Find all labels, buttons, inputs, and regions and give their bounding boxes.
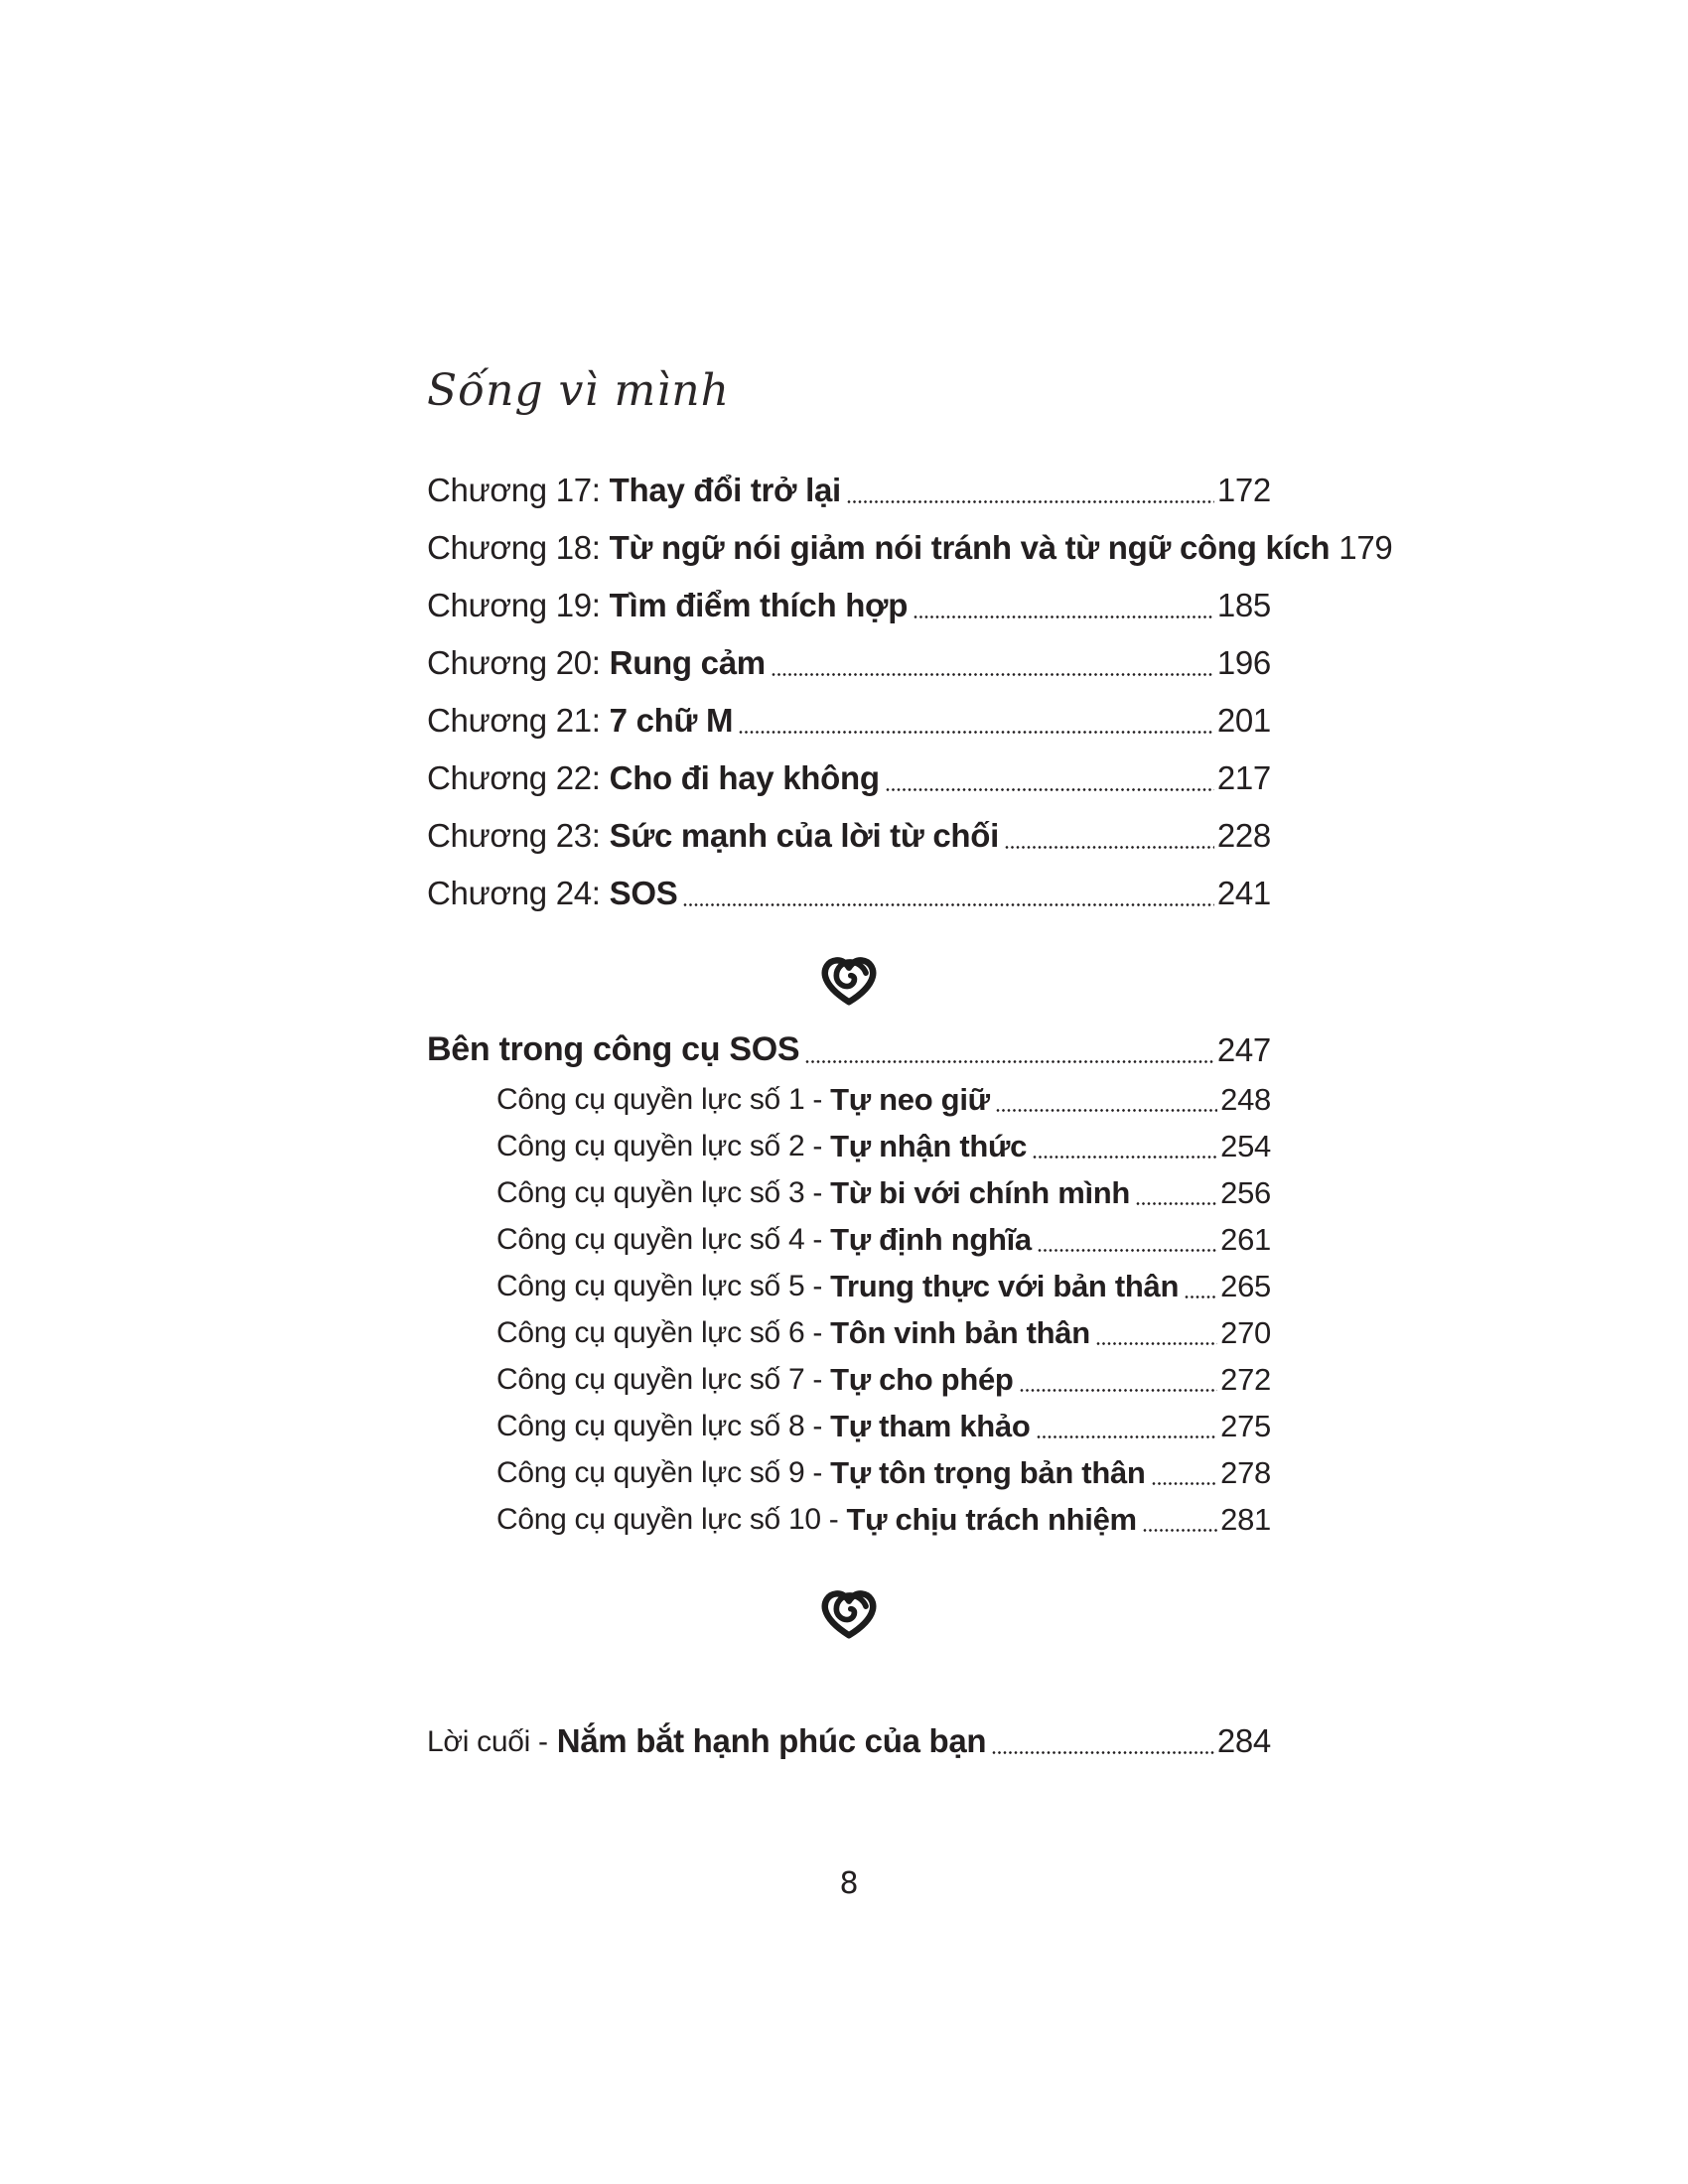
toc-row-chapter-18 [427, 516, 1393, 574]
chapter-label: Chương 17: [427, 472, 601, 508]
dot-leader [772, 673, 1214, 676]
spiral-heart-icon [818, 949, 880, 1006]
chapter-page-number: 201 [1216, 702, 1271, 739]
tool-label: Công cụ quyền lực số 10 - [496, 1503, 839, 1536]
tool-title: Tự tham khảo [830, 1409, 1031, 1443]
dot-leader [1037, 1435, 1218, 1438]
tool-page-number: 256 [1220, 1175, 1271, 1210]
chapter-title: SOS [609, 875, 678, 911]
dot-leader [1096, 1342, 1217, 1345]
chapter-title: Cho đi hay không [609, 759, 880, 796]
toc-row-tool-3 [427, 1169, 1271, 1216]
tool-page-number: 272 [1220, 1362, 1271, 1397]
tool-page-number: 261 [1220, 1222, 1271, 1257]
chapter-title: Sức mạnh của lời từ chối [609, 817, 999, 854]
section-divider [427, 949, 1271, 1007]
chapter-title: Từ ngữ nói giảm nói tránh và từ ngữ công kích [609, 529, 1331, 566]
chapter-label: Chương 23: [427, 817, 601, 854]
section-divider [427, 1582, 1271, 1640]
dot-leader [914, 615, 1214, 618]
tool-label: Công cụ quyền lực số 4 - [496, 1223, 823, 1256]
tool-page-number: 270 [1220, 1315, 1271, 1350]
toc-row-tool-6 [427, 1309, 1271, 1356]
tool-page-number: 248 [1220, 1082, 1271, 1117]
toc-row-chapter-19 [427, 574, 1271, 631]
toc-row-chapter-17 [427, 459, 1271, 516]
dot-leader [886, 788, 1214, 791]
dot-leader [1020, 1389, 1218, 1392]
chapter-label: Chương 20: [427, 644, 601, 681]
tool-page-number: 275 [1220, 1409, 1271, 1443]
chapter-page-number: 179 [1338, 529, 1393, 566]
chapter-title: Thay đổi trở lại [609, 472, 841, 508]
tool-page-number: 281 [1220, 1502, 1271, 1537]
tool-label: Công cụ quyền lực số 9 - [496, 1456, 823, 1489]
dot-leader [1005, 846, 1214, 849]
toc-row-tool-7 [427, 1356, 1271, 1403]
chapter-page-number: 196 [1216, 644, 1271, 681]
running-head-book-title: Sống vì mình [427, 365, 730, 416]
tool-page-number: 254 [1220, 1129, 1271, 1163]
tool-title: Từ bi với chính mình [830, 1175, 1131, 1210]
chapter-page-number: 228 [1216, 817, 1271, 854]
tool-label: Công cụ quyền lực số 8 - [496, 1410, 823, 1442]
dot-leader [683, 903, 1213, 906]
chapter-page-number: 185 [1216, 587, 1271, 623]
closing-title: Nắm bắt hạnh phúc của bạn [556, 1722, 987, 1759]
toc-row-chapter-20 [427, 631, 1271, 689]
tool-label: Công cụ quyền lực số 3 - [496, 1176, 823, 1209]
dot-leader [805, 1060, 1214, 1063]
toc-row-closing [427, 1709, 1271, 1767]
tool-page-number: 265 [1220, 1269, 1271, 1303]
closing-label: Lời cuối - [427, 1725, 548, 1758]
chapter-label: Chương 21: [427, 702, 601, 739]
tool-title: Tự cho phép [830, 1362, 1014, 1397]
dot-leader [992, 1751, 1214, 1754]
tool-title: Tự chịu trách nhiệm [846, 1502, 1137, 1537]
folio-page-number: 8 [839, 1866, 859, 1901]
toc-row-tool-2 [427, 1123, 1271, 1169]
section-title: Bên trong công cụ SOS [427, 1030, 800, 1068]
dot-leader [739, 731, 1214, 734]
tool-label: Công cụ quyền lực số 5 - [496, 1270, 823, 1302]
dot-leader [847, 500, 1214, 503]
chapter-page-number: 241 [1216, 875, 1271, 911]
chapter-label: Chương 19: [427, 587, 601, 623]
chapter-page-number: 217 [1216, 759, 1271, 796]
toc-row-tool-4 [427, 1216, 1271, 1263]
table-of-contents [427, 459, 1393, 1901]
toc-row-tool-10 [427, 1496, 1271, 1543]
chapter-label: Chương 24: [427, 875, 601, 911]
dot-leader [996, 1109, 1217, 1112]
chapter-page-number: 172 [1216, 472, 1271, 508]
dot-leader [1136, 1202, 1217, 1205]
spiral-heart-icon [818, 1582, 880, 1639]
dot-leader [1033, 1156, 1217, 1159]
toc-row-tool-1 [427, 1076, 1271, 1123]
toc-row-tool-8 [427, 1403, 1271, 1449]
chapter-title: Rung cảm [609, 644, 766, 681]
tool-title: Tự định nghĩa [830, 1222, 1032, 1257]
tool-label: Công cụ quyền lực số 7 - [496, 1363, 823, 1396]
tool-title: Tự tôn trọng bản thân [830, 1455, 1146, 1490]
dot-leader [1143, 1529, 1217, 1532]
toc-row-sos-section [427, 1019, 1271, 1076]
tool-title: Tôn vinh bản thân [830, 1315, 1090, 1350]
chapter-label: Chương 22: [427, 759, 601, 796]
chapter-label: Chương 18: [427, 529, 601, 566]
tool-label: Công cụ quyền lực số 6 - [496, 1316, 823, 1349]
chapter-title: 7 chữ M [609, 702, 734, 739]
tool-title: Tự nhận thức [830, 1129, 1028, 1163]
tool-title: Trung thực với bản thân [830, 1269, 1180, 1303]
section-page-number: 247 [1216, 1031, 1271, 1068]
toc-row-tool-5 [427, 1263, 1271, 1309]
toc-row-tool-9 [427, 1449, 1271, 1496]
tool-label: Công cụ quyền lực số 1 - [496, 1083, 823, 1116]
toc-row-chapter-22 [427, 747, 1271, 804]
tool-label: Công cụ quyền lực số 2 - [496, 1130, 823, 1162]
tool-title: Tự neo giữ [830, 1082, 990, 1117]
dot-leader [1152, 1482, 1218, 1485]
dot-leader [1185, 1296, 1217, 1298]
toc-row-chapter-21 [427, 689, 1271, 747]
toc-row-chapter-24 [427, 862, 1271, 919]
tool-page-number: 278 [1220, 1455, 1271, 1490]
dot-leader [1038, 1249, 1217, 1252]
toc-row-chapter-23 [427, 804, 1271, 862]
chapter-title: Tìm điểm thích hợp [609, 587, 909, 623]
closing-page-number: 284 [1216, 1722, 1271, 1759]
